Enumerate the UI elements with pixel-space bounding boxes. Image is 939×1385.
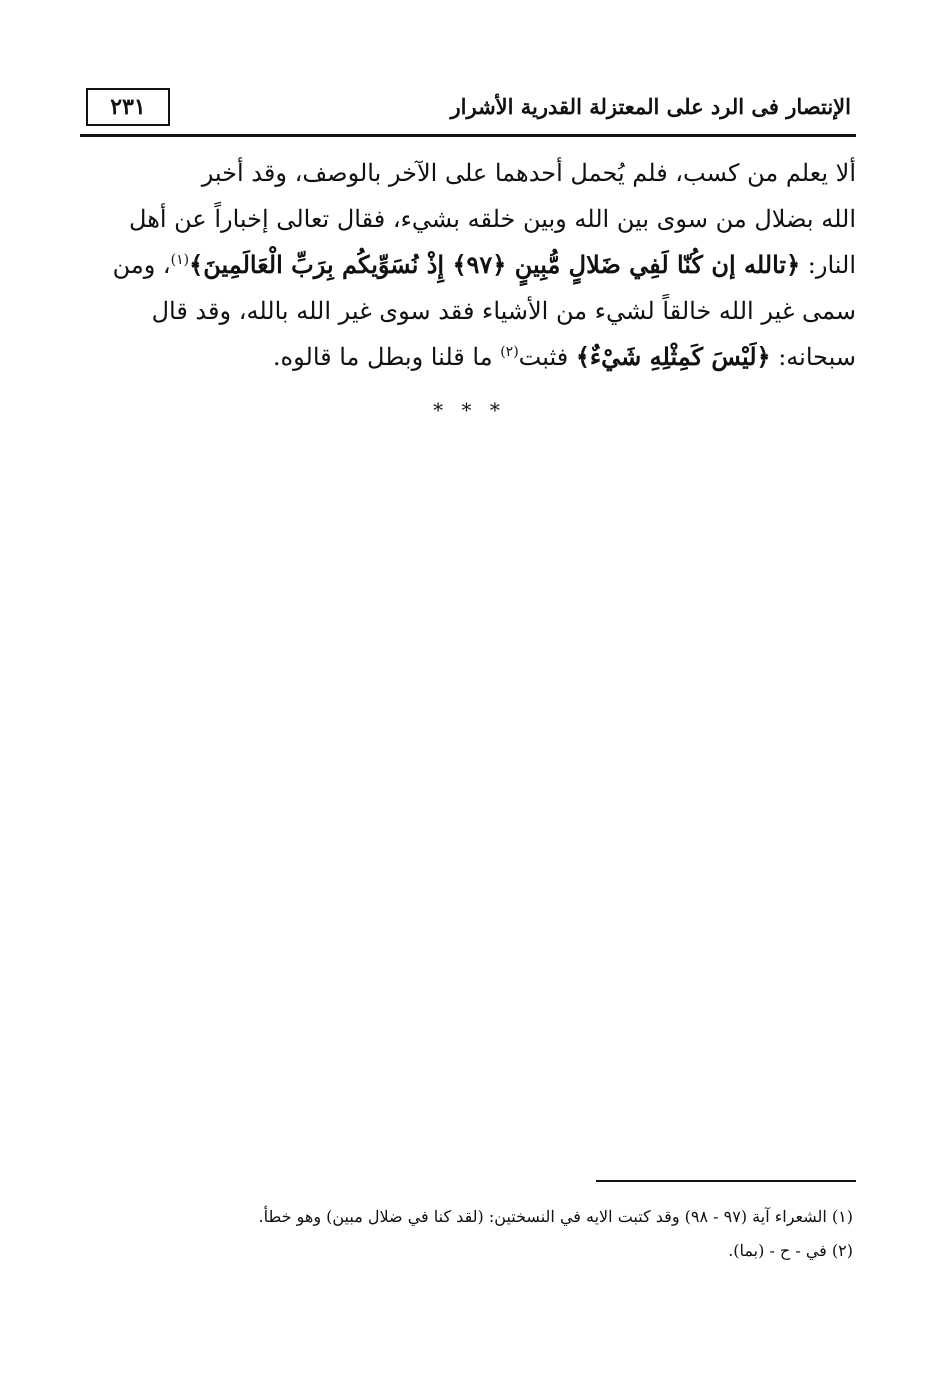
body-line-5-prefix: سبحانه:: [770, 343, 856, 371]
footnote-rule: [596, 1180, 856, 1182]
body-line-3-prefix: النار:: [800, 251, 856, 279]
running-header-title: الإنتصار فى الرد على المعتزلة القدرية الأشرار: [450, 94, 851, 119]
footnotes: [153, 1200, 853, 1268]
page-number-box: ٢٣١: [86, 88, 170, 126]
body-line-2: الله بضلال من سوى بين الله وبين خلقه بشيء، فقال تعالى إخباراً عن أهل: [129, 205, 856, 233]
body-line-3: [80, 242, 856, 288]
body-line-5-mid: فثبت: [518, 343, 576, 371]
body-line-4: سمى غير الله خالقاً لشيء من الأشياء فقد سوى غير الله بالله، وقد قال: [151, 297, 856, 325]
body-line-1: ألا يعلم من كسب، فلم يُحمل أحدهما على الآخر بالوصف، وقد أخبر: [201, 159, 856, 187]
footnote-1: (١) الشعراء آية (٩٧ - ٩٨) وقد كتبت الايه في النسختين: (لقد كنا في ضلال مبين) وهو خطأ.: [258, 1207, 853, 1226]
body-line-5-suffix: ما قلنا وبطل ما قالوه.: [272, 343, 501, 371]
body-line-5: [80, 334, 856, 380]
footnote-ref-1: (١): [170, 252, 190, 268]
body-text: [80, 150, 856, 380]
quran-verse-2: ﴿لَيْسَ كَمِثْلِهِ شَيْءٌ﴾: [575, 342, 771, 371]
header-rule: [80, 134, 856, 137]
quran-verse-1: ﴿تالله إن كُنّا لَفِي ضَلالٍ مُّبِينٍ ﴿٩٧﴾ إِذْ نُسَوِّيكُم بِرَبِّ الْعَالَمِينَ﴾: [189, 250, 801, 279]
body-line-3-suffix: ، ومن: [112, 251, 171, 279]
section-separator: * * *: [433, 398, 506, 422]
footnote-ref-2: (٢): [500, 344, 519, 360]
footnote-2: (٢) في - ح - (بما).: [728, 1241, 853, 1260]
